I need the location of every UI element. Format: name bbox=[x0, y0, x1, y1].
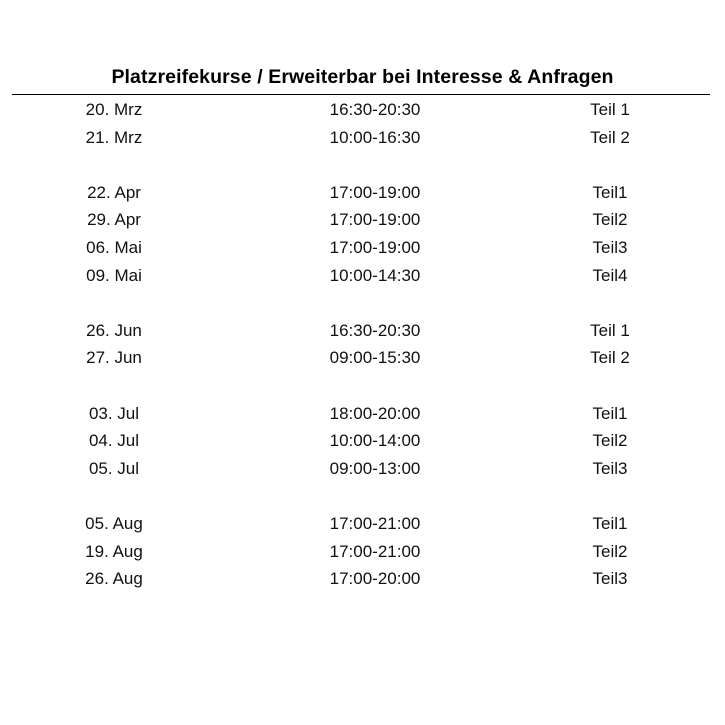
group-spacer bbox=[0, 372, 725, 400]
schedule-row bbox=[0, 565, 725, 593]
part-cell: Teil 1 bbox=[590, 100, 630, 119]
part-cell: Teil4 bbox=[592, 265, 628, 285]
schedule-row bbox=[0, 455, 725, 483]
part-cell: Teil2 bbox=[592, 541, 628, 561]
date-cell: 22. Apr bbox=[87, 182, 141, 202]
time-cell: 18:00-20:00 bbox=[329, 403, 421, 423]
part-cell: Teil2 bbox=[592, 210, 628, 230]
date-cell: 03. Jul bbox=[88, 403, 140, 423]
schedule-row bbox=[0, 124, 725, 152]
part-cell: Teil3 bbox=[592, 458, 628, 478]
date-cell: 05. Aug bbox=[85, 513, 143, 533]
time-cell: 10:00-14:00 bbox=[329, 431, 421, 451]
schedule-row bbox=[0, 179, 725, 207]
part-cell: Teil3 bbox=[592, 569, 628, 589]
group-spacer bbox=[0, 482, 725, 510]
schedule-row bbox=[0, 317, 725, 345]
time-cell: 10:00-14:30 bbox=[329, 265, 421, 285]
part-cell: Teil 2 bbox=[590, 348, 630, 368]
group-spacer bbox=[0, 289, 725, 317]
group-spacer bbox=[0, 151, 725, 179]
date-cell: 09. Mai bbox=[86, 265, 142, 285]
schedule-row bbox=[0, 344, 725, 372]
time-cell: 17:00-19:00 bbox=[329, 237, 421, 257]
schedule-row bbox=[0, 427, 725, 455]
date-cell: 26. Jun bbox=[86, 320, 142, 340]
time-cell: 17:00-19:00 bbox=[329, 182, 421, 202]
part-cell: Teil 2 bbox=[590, 127, 630, 147]
date-cell: 20. Mrz bbox=[85, 100, 143, 119]
time-cell: 17:00-19:00 bbox=[329, 210, 421, 230]
date-cell: 05. Jul bbox=[88, 458, 140, 478]
time-cell: 16:30-20:30 bbox=[329, 100, 421, 119]
part-cell: Teil 1 bbox=[590, 320, 630, 340]
course-schedule-table bbox=[0, 96, 725, 593]
date-cell: 27. Jun bbox=[86, 348, 142, 368]
time-cell: 09:00-13:00 bbox=[329, 458, 421, 478]
date-cell: 06. Mai bbox=[86, 237, 142, 257]
schedule-row bbox=[0, 400, 725, 428]
time-cell: 17:00-21:00 bbox=[329, 541, 421, 561]
date-cell: 21. Mrz bbox=[85, 127, 143, 147]
part-cell: Teil1 bbox=[592, 513, 628, 533]
part-cell: Teil3 bbox=[592, 237, 628, 257]
part-cell: Teil2 bbox=[592, 431, 628, 451]
time-cell: 10:00-16:30 bbox=[329, 127, 421, 147]
date-cell: 29. Apr bbox=[87, 210, 141, 230]
schedule-row bbox=[0, 206, 725, 234]
part-cell: Teil1 bbox=[592, 403, 628, 423]
schedule-row bbox=[0, 538, 725, 566]
time-cell: 09:00-15:30 bbox=[329, 348, 421, 368]
date-cell: 26. Aug bbox=[85, 569, 143, 589]
part-cell: Teil1 bbox=[592, 182, 628, 202]
title-underline bbox=[12, 94, 710, 95]
time-cell: 16:30-20:30 bbox=[329, 320, 421, 340]
time-cell: 17:00-21:00 bbox=[329, 513, 421, 533]
page-title: Platzreifekurse / Erweiterbar bei Interesse & Anfragen bbox=[111, 66, 614, 88]
date-cell: 04. Jul bbox=[88, 431, 140, 451]
schedule-row bbox=[0, 234, 725, 262]
schedule-row bbox=[0, 510, 725, 538]
schedule-row bbox=[0, 262, 725, 290]
schedule-row bbox=[0, 96, 725, 124]
date-cell: 19. Aug bbox=[85, 541, 143, 561]
time-cell: 17:00-20:00 bbox=[329, 569, 421, 589]
